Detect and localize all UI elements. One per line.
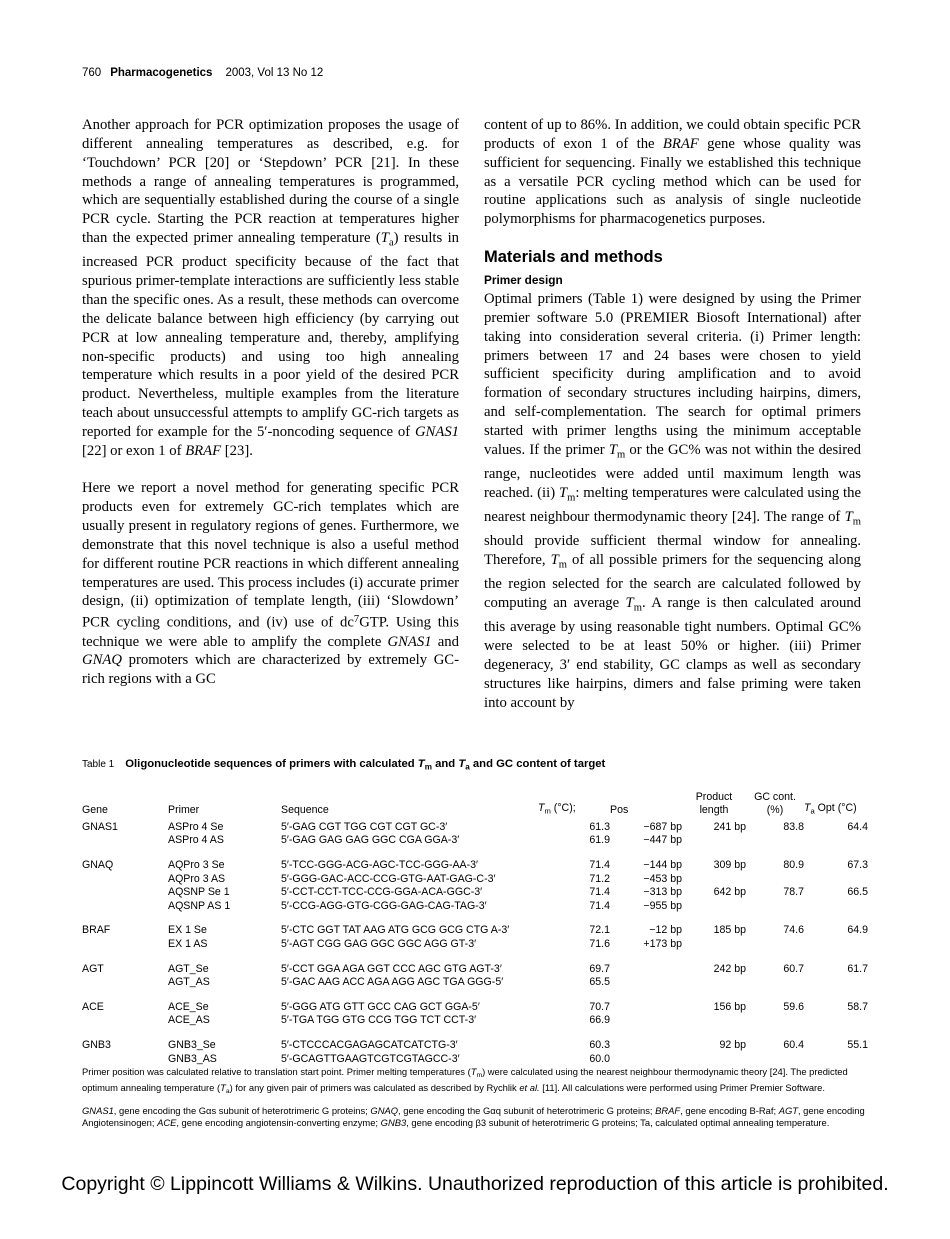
cell-primer: ACE_Se bbox=[168, 1000, 209, 1013]
cell-product-length bbox=[682, 1014, 746, 1028]
cell-tm: 65.5 bbox=[589, 976, 610, 989]
footnote-gene-definitions bbox=[82, 1105, 868, 1129]
cell-pos: −955 bp bbox=[643, 899, 682, 912]
column-header-gene: Gene bbox=[82, 804, 108, 817]
tm-variable bbox=[470, 1066, 483, 1080]
cell-pos bbox=[610, 1053, 682, 1067]
gene-name: AGT bbox=[778, 1104, 798, 1116]
paragraph-intro-methods bbox=[82, 116, 459, 461]
cell-tm: 72.1 bbox=[589, 924, 610, 937]
gene-name: GNAS1 bbox=[414, 423, 459, 440]
cell-gc-content: 60.4 bbox=[783, 1038, 804, 1051]
table-caption bbox=[82, 757, 868, 775]
cell-pos bbox=[610, 1028, 682, 1053]
cell-tm: 60.3 bbox=[589, 1038, 610, 1051]
cell-ta-opt: 58.7 bbox=[847, 1000, 868, 1013]
subscript: m bbox=[852, 516, 861, 528]
table-row bbox=[82, 1028, 868, 1053]
cell-tm: 71.4 bbox=[589, 886, 610, 899]
cell-pos: +173 bp bbox=[643, 937, 682, 950]
cell-gene: BRAF bbox=[82, 924, 111, 937]
cell-sequence: 5′-AGT CGG GAG GGC GGC AGG GT-3′ bbox=[281, 937, 477, 950]
cell-primer: AQSNP Se 1 bbox=[168, 886, 230, 899]
cell-primer: AQPro 3 Se bbox=[168, 858, 225, 871]
text-run: , gene encoding β3 subunit of heterotrimeric G proteins; Ta, calculated optimal annealing temperature. bbox=[406, 1117, 830, 1129]
cell-product-length: 309 bp bbox=[713, 858, 746, 871]
cell-gene bbox=[82, 1014, 168, 1028]
issue-info: 2003, Vol 13 No 12 bbox=[225, 67, 324, 79]
text-run: and GC content of target bbox=[469, 758, 606, 770]
cell-gene: GNAQ bbox=[82, 858, 114, 871]
tm-variable bbox=[550, 552, 568, 571]
table-row bbox=[82, 1014, 868, 1028]
text-run: T bbox=[470, 1066, 477, 1078]
subsection-heading-primer-design: Primer design bbox=[484, 273, 563, 288]
text-run: T bbox=[220, 1082, 226, 1094]
subscript: m bbox=[544, 806, 551, 816]
text-run: [23]. bbox=[221, 442, 253, 459]
primers-table bbox=[82, 791, 868, 1067]
text-run: GTP. Using this technique we were able to amplify the complete bbox=[82, 614, 460, 650]
cell-ta-opt bbox=[804, 1014, 868, 1028]
cell-sequence: 5′-TCC-GGG-ACG-AGC-TCC-GGG-AA-3′ bbox=[281, 858, 479, 871]
cell-primer: ASPro 4 Se bbox=[168, 820, 224, 833]
gene-name: GNAQ bbox=[82, 652, 122, 669]
text-run: T bbox=[538, 801, 545, 814]
text-run: (°C); bbox=[550, 801, 576, 814]
subscript: a bbox=[810, 806, 815, 816]
cell-sequence: 5′-GCAGTTGAAGTCGTCGTAGCC-3′ bbox=[281, 1052, 460, 1065]
table-caption-text bbox=[125, 758, 605, 770]
cell-gene bbox=[82, 873, 168, 887]
gene-name: GNB3 bbox=[380, 1117, 407, 1129]
table-row bbox=[82, 952, 868, 977]
cell-primer: EX 1 Se bbox=[168, 924, 207, 937]
text-run: content of up to 86%. In addition, we could obtain specific PCR products of exon 1 of the bbox=[484, 117, 861, 152]
cell-gc-content bbox=[746, 1014, 804, 1028]
cell-gc-content bbox=[746, 938, 804, 952]
text-run: and bbox=[431, 758, 459, 770]
column-header-sequence: Sequence bbox=[281, 804, 329, 817]
text-run: , gene encoding Angiotensinogen; bbox=[82, 1104, 865, 1129]
cell-primer: AQSNP AS 1 bbox=[168, 899, 231, 912]
cell-ta-opt: 64.4 bbox=[847, 820, 868, 833]
cell-ta-opt: 67.3 bbox=[847, 858, 868, 871]
cell-product-length: 185 bp bbox=[713, 924, 746, 937]
text-run: Opt (°C) bbox=[814, 801, 857, 814]
cell-pos bbox=[610, 990, 682, 1015]
table-label: Table 1 bbox=[82, 759, 115, 770]
text-run: T bbox=[608, 441, 617, 458]
cell-primer: ASPro 4 AS bbox=[168, 834, 224, 847]
table-1-block bbox=[82, 757, 868, 1129]
cell-tm: 69.7 bbox=[589, 962, 610, 975]
subscript: m bbox=[616, 449, 626, 461]
gene-name: BRAF bbox=[655, 1104, 681, 1116]
cell-pos bbox=[610, 976, 682, 990]
cell-gc-content bbox=[746, 873, 804, 887]
cell-primer: GNB3_AS bbox=[168, 1052, 217, 1065]
cell-sequence: 5′-CTC GGT TAT AAG ATG GCG GCG CTG A-3′ bbox=[281, 924, 510, 937]
text-run: [11]. All calculations were performed using Primer Premier Software. bbox=[539, 1082, 825, 1094]
cell-product-length: 92 bp bbox=[719, 1038, 746, 1051]
cell-sequence: 5′-CCG-AGG-GTG-CGG-GAG-CAG-TAG-3′ bbox=[281, 899, 487, 912]
subscript: m bbox=[567, 492, 576, 504]
text-run: . A range is then calculated around this average by using reasonable tight numbers. Optimal GC% were selected to be at least 50% or higher. (iii) Primer degeneracy, 3′ end stability, GC clamps as well as secondary structures like hairpins, dimers and false priming were taken into account by bbox=[484, 595, 862, 711]
gene-name: BRAF bbox=[662, 135, 699, 152]
ta-variable bbox=[380, 230, 394, 249]
cell-gene: GNAS1 bbox=[82, 820, 118, 833]
text-run: of all possible primers for the sequencing along the region selected for the search are calculated followed by computing an average bbox=[484, 552, 862, 612]
text-run: should provide sufficient thermal window for annealing. Therefore, bbox=[484, 533, 861, 569]
right-column bbox=[484, 116, 861, 713]
cell-pos: −144 bp bbox=[643, 858, 682, 871]
table-row bbox=[82, 990, 868, 1015]
text-run: GC cont. bbox=[754, 790, 796, 803]
cell-sequence: 5′-CCT-CCT-TCC-CCG-GGA-ACA-GGC-3′ bbox=[281, 886, 483, 899]
cell-gene: GNB3 bbox=[82, 1038, 111, 1051]
paragraph-abstract-continued bbox=[484, 116, 861, 229]
tm-variable bbox=[538, 802, 551, 814]
running-head bbox=[82, 66, 323, 80]
subscript: a bbox=[225, 1088, 230, 1096]
text-run: ) were calculated using the nearest neighbour thermodynamic theory [24]. The predicted optimum annealing temperature ( bbox=[82, 1066, 848, 1094]
text-run: [22] or exon 1 of bbox=[82, 442, 186, 459]
text-run: T bbox=[625, 595, 634, 612]
cell-tm: 60.0 bbox=[589, 1052, 610, 1065]
text-run: ) results in increased PCR product specificity because of the fact that spurious primer-template interactions are sufficiently less stable than the specific ones. As a result, these methods can overcome the delicate balance between high efficiency (by carrying out PCR at low annealing temperature and, thereby, amplifying non-specific products) and using too high annealing temperature which results in a poor yield of the desired PCR product. Nevertheless, multiple examples from the literature teach about unsuccessful attempts to amplify GC-rich targets as reported for example for the 5′-noncoding sequence of bbox=[82, 230, 459, 440]
subscript: m bbox=[633, 602, 642, 614]
text-run: , gene encoding the Gαs subunit of heterotrimeric G proteins; bbox=[113, 1104, 371, 1116]
cell-product-length bbox=[682, 976, 746, 990]
cell-gene bbox=[82, 886, 168, 900]
cell-primer: EX 1 AS bbox=[168, 937, 208, 950]
table-header bbox=[82, 791, 868, 821]
text-run: T bbox=[417, 758, 425, 770]
paragraph-novel-method bbox=[82, 479, 459, 689]
cell-ta-opt bbox=[804, 900, 868, 914]
subscript: a bbox=[388, 237, 394, 249]
text-run: Product bbox=[695, 790, 733, 803]
text-run: (%) bbox=[766, 804, 784, 817]
cell-tm: 71.4 bbox=[589, 899, 610, 912]
cell-sequence: 5′-GAC AAG ACC AGA AGG AGC TGA GGG-5′ bbox=[281, 976, 504, 989]
cell-sequence: 5′-GAG CGT TGG CGT CGT GC-3′ bbox=[281, 820, 448, 833]
cell-gc-content: 80.9 bbox=[783, 858, 804, 871]
cell-product-length bbox=[682, 1053, 746, 1067]
cell-product-length: 242 bp bbox=[713, 962, 746, 975]
column-header-gc-content bbox=[746, 791, 804, 821]
table-row bbox=[82, 848, 868, 873]
gene-name: GNAS1 bbox=[387, 633, 432, 650]
text-run: gene whose quality was sufficient for sequencing. Finally we established this technique as a versatile PCR cycling method which can be used for routine applications such as analysis of single nucleotide polymorphisms for pharmacogenetics purposes. bbox=[484, 135, 862, 228]
cell-gene bbox=[82, 976, 168, 990]
cell-sequence: 5′-CCT GGA AGA GGT CCC AGC GTG AGT-3′ bbox=[281, 962, 502, 975]
subscript: m bbox=[424, 762, 432, 772]
tm-variable bbox=[608, 441, 626, 461]
page-number: 760 bbox=[82, 67, 102, 79]
table-footnotes bbox=[82, 1066, 868, 1129]
cell-tm: 70.7 bbox=[589, 1000, 610, 1013]
cell-primer: GNB3_Se bbox=[168, 1038, 216, 1051]
cell-gc-content bbox=[746, 900, 804, 914]
cell-gc-content bbox=[746, 976, 804, 990]
table-row bbox=[82, 886, 868, 900]
cell-product-length bbox=[682, 900, 746, 914]
cell-tm: 71.4 bbox=[589, 858, 610, 871]
cell-ta-opt: 64.9 bbox=[847, 924, 868, 937]
cell-pos: −687 bp bbox=[643, 820, 682, 833]
text-run: T bbox=[804, 801, 811, 814]
text-run: and bbox=[431, 633, 459, 650]
subscript: m bbox=[476, 1072, 483, 1080]
text-run: T bbox=[550, 552, 559, 569]
gene-name: BRAF bbox=[185, 442, 222, 459]
tm-variable bbox=[558, 484, 576, 504]
text-run: , gene encoding B-Raf; bbox=[680, 1104, 779, 1116]
cell-gene bbox=[82, 938, 168, 952]
cell-product-length bbox=[682, 834, 746, 848]
cell-pos: −447 bp bbox=[643, 834, 682, 847]
text-run: : melting temperatures were calculated using the nearest neighbour thermodynamic theory [24]. The range of bbox=[484, 484, 861, 526]
left-column bbox=[82, 116, 459, 689]
cell-gc-content: 59.6 bbox=[783, 1000, 804, 1013]
cell-product-length bbox=[682, 938, 746, 952]
cell-product-length: 642 bp bbox=[713, 886, 746, 899]
ta-variable bbox=[804, 802, 815, 814]
table-header-row bbox=[82, 791, 868, 821]
text-run: T bbox=[458, 758, 466, 770]
tm-variable bbox=[418, 758, 432, 770]
text-run: Oligonucleotide sequences of primers with calculated bbox=[125, 758, 418, 770]
cell-ta-opt bbox=[804, 976, 868, 990]
text-run: promoters which are characterized by extremely GC-rich regions with a GC bbox=[82, 652, 459, 688]
table-row bbox=[82, 873, 868, 887]
cell-product-length: 241 bp bbox=[713, 820, 746, 833]
table-row bbox=[82, 900, 868, 914]
cell-gc-content bbox=[746, 1053, 804, 1067]
cell-sequence: 5′-GGG-GAC-ACC-CCG-GTG-AAT-GAG-C-3′ bbox=[281, 872, 496, 885]
journal-title: Pharmacogenetics bbox=[110, 67, 213, 79]
text-run: T bbox=[380, 230, 389, 247]
cell-primer: ACE_AS bbox=[168, 1014, 210, 1027]
table-row bbox=[82, 938, 868, 952]
cell-ta-opt: 61.7 bbox=[847, 962, 868, 975]
cell-gc-content: 78.7 bbox=[783, 886, 804, 899]
gene-name: GNAS1 bbox=[82, 1104, 114, 1116]
cell-gene: ACE bbox=[82, 1000, 104, 1013]
cell-tm: 71.6 bbox=[589, 937, 610, 950]
cell-gene bbox=[82, 900, 168, 914]
paragraph-primer-design bbox=[484, 290, 861, 713]
cell-primer: AGT_Se bbox=[168, 962, 209, 975]
cell-gene bbox=[82, 834, 168, 848]
cell-ta-opt bbox=[804, 1053, 868, 1067]
cell-primer: AGT_AS bbox=[168, 976, 210, 989]
cell-gene: AGT bbox=[82, 962, 104, 975]
section-heading-materials-and-methods: Materials and methods bbox=[484, 248, 663, 267]
cell-ta-opt: 66.5 bbox=[847, 886, 868, 899]
cell-ta-opt bbox=[804, 938, 868, 952]
table-row bbox=[82, 976, 868, 990]
cell-pos: −453 bp bbox=[643, 872, 682, 885]
column-header-primer: Primer bbox=[168, 804, 200, 817]
cell-gc-content bbox=[746, 834, 804, 848]
cell-gc-content: 60.7 bbox=[783, 962, 804, 975]
cell-tm: 66.9 bbox=[589, 1014, 610, 1027]
text-run: length bbox=[699, 804, 729, 817]
text-run: T bbox=[558, 484, 568, 501]
text-run: Here we report a novel method for generating specific PCR products even for extremely GC-rich templates which are usually present in regulatory regions of genes. Furthermore, we demonstrate that this novel technique is also a useful method for different routine PCR reactions in which different annealing temperatures are used. This process includes (i) accurate primer design, (ii) optimization of template length, (iii) ‘Slowdown’ PCR cycling conditions, and (iv) use of dc bbox=[82, 480, 459, 631]
cell-tm: 71.2 bbox=[589, 872, 610, 885]
footnote-methods bbox=[82, 1066, 868, 1099]
ta-variable bbox=[220, 1082, 230, 1096]
cell-pos bbox=[610, 1014, 682, 1028]
table-body bbox=[82, 821, 868, 1066]
cell-pos: −313 bp bbox=[643, 886, 682, 899]
subscript: m bbox=[558, 559, 568, 571]
subscript: a bbox=[465, 762, 470, 772]
column-header-tm bbox=[538, 791, 610, 821]
copyright-notice: Copyright © Lippincott Williams & Wilkins. Unauthorized reproduction of this article is prohibited. bbox=[61, 1173, 889, 1195]
cell-tm: 61.3 bbox=[589, 820, 610, 833]
tm-variable bbox=[844, 509, 861, 528]
text-run: Another approach for PCR optimization proposes the usage of different annealing temperatures as described, e.g. for ‘Touchdown’ PCR [20] or ‘Stepdown’ PCR [21]. In these methods a range of annealing temperatures is programmed, which are sequentially established during the course of a single PCR cycle. Starting the PCR reaction at temperatures higher than the expected primer annealing temperature ( bbox=[82, 117, 459, 247]
column-header-pos: Pos bbox=[610, 804, 629, 817]
cell-gene bbox=[82, 1053, 168, 1067]
cell-pos: −12 bp bbox=[649, 924, 682, 937]
superscript: 7 bbox=[353, 614, 360, 626]
cell-ta-opt bbox=[804, 834, 868, 848]
table-row bbox=[82, 1053, 868, 1067]
cell-sequence: 5′-GAG GAG GAG GGC CGA GGA-3′ bbox=[281, 834, 460, 847]
text-run: ) for any given pair of primers was calculated as described by Rychlik bbox=[229, 1082, 520, 1094]
cell-primer: AQPro 3 AS bbox=[168, 872, 226, 885]
cell-gc-content: 74.6 bbox=[783, 924, 804, 937]
cell-pos bbox=[610, 952, 682, 977]
cell-tm: 61.9 bbox=[589, 834, 610, 847]
text-run: Optimal primers (Table 1) were designed by using the Primer premier software 5.0 (PREMIER Biosoft International) after taking into consideration several criteria. (i) Primer length: primers between 17 and 24 bases were chosen to yield sufficient specificity during amplification and to avoid formation of secondary structures including hairpins, dimers, and self-complementation. The search for optimal primers started with primer lengths using the minimum acceptable values. If the primer bbox=[484, 291, 861, 458]
cell-ta-opt bbox=[804, 873, 868, 887]
cell-product-length: 156 bp bbox=[713, 1000, 746, 1013]
text-run: , gene encoding the Gαq subunit of heterotrimeric G proteins; bbox=[398, 1104, 656, 1116]
et-al: et al. bbox=[519, 1082, 540, 1094]
column-header-product-length bbox=[682, 791, 746, 821]
table-row bbox=[82, 821, 868, 835]
ta-variable bbox=[458, 758, 469, 770]
text-run: , gene encoding angiotensin-converting enzyme; bbox=[176, 1117, 381, 1129]
cell-sequence: 5′-CTCCCACGAGAGCATCATCTG-3′ bbox=[281, 1038, 458, 1051]
text-run: or the GC% was not within the desired range, nucleotides were added until maximum length was reached. (ii) bbox=[484, 441, 861, 501]
table-row bbox=[82, 913, 868, 938]
gene-name: GNAQ bbox=[370, 1104, 399, 1116]
gene-name: ACE bbox=[157, 1117, 177, 1129]
cell-gc-content: 83.8 bbox=[783, 820, 804, 833]
column-header-ta-opt bbox=[804, 791, 868, 821]
cell-product-length bbox=[682, 873, 746, 887]
text-run: Primer position was calculated relative to translation start point. Primer melting temperatures ( bbox=[82, 1066, 471, 1078]
cell-ta-opt: 55.1 bbox=[847, 1038, 868, 1051]
text-run: T bbox=[844, 509, 853, 526]
tm-variable bbox=[625, 595, 642, 614]
table-row bbox=[82, 834, 868, 848]
cell-sequence: 5′-GGG ATG GTT GCC CAG GCT GGA-5′ bbox=[281, 1000, 480, 1013]
cell-sequence: 5′-TGA TGG GTG CCG TGG TCT CCT-3′ bbox=[281, 1014, 477, 1027]
